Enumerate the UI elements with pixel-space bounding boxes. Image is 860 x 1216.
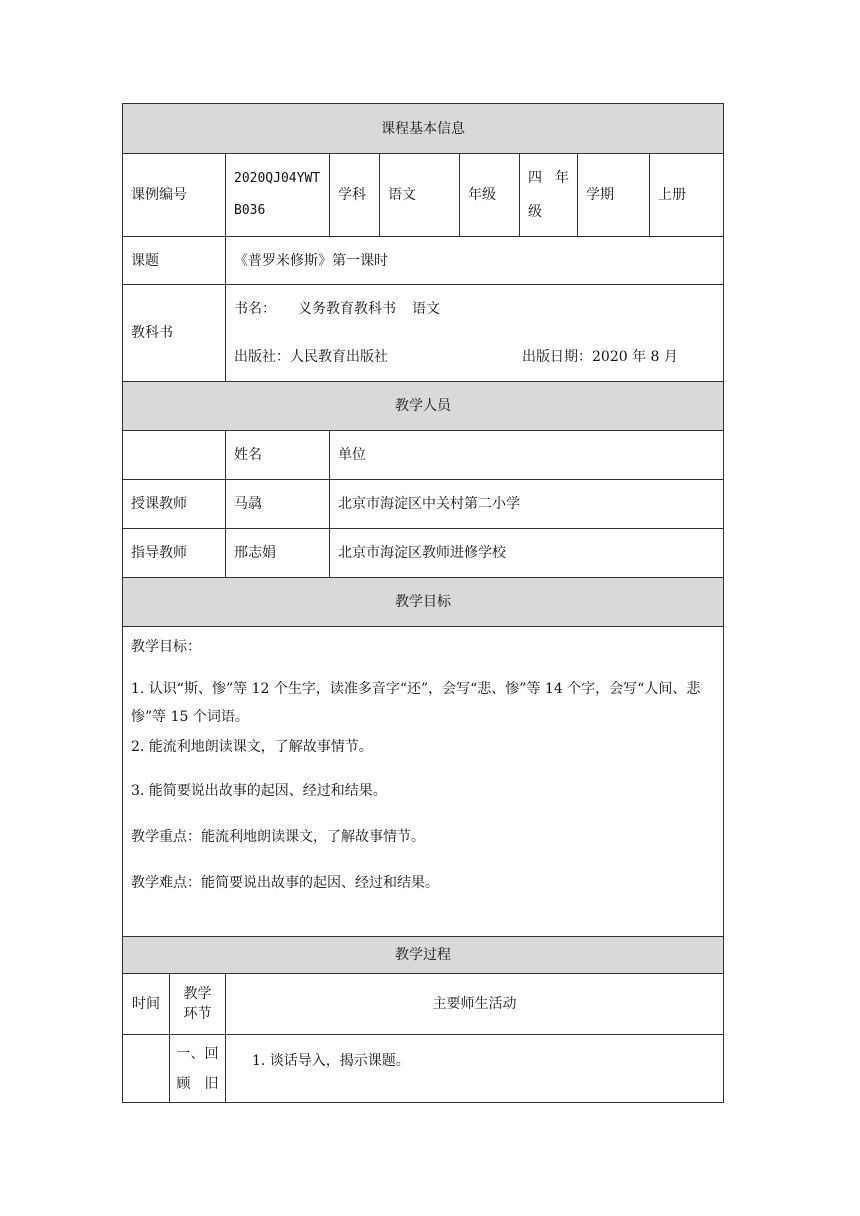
subject-value: 语文 — [380, 154, 460, 237]
staff-name: 邢志娟 — [226, 529, 330, 578]
staff-role: 指导教师 — [123, 529, 226, 578]
process-time-cell — [123, 1035, 170, 1103]
topic-label: 课题 — [123, 237, 226, 285]
textbook-label: 教科书 — [123, 285, 226, 382]
goals-heading: 教学目标： — [131, 639, 201, 655]
publisher-line: 出版社：人民教育出版社 出版日期：2020 年 8 月 — [234, 349, 678, 365]
staff-unit-header: 单位 — [330, 431, 724, 480]
section-teaching-staff: 教学人员 — [123, 382, 724, 431]
section-teaching-goals: 教学目标 — [123, 578, 724, 627]
process-table — [122, 973, 724, 1103]
staff-role: 授课教师 — [123, 480, 226, 529]
case-no-value: 2020QJ04YWT B036 — [226, 154, 330, 237]
staff-name-header: 姓名 — [226, 431, 330, 480]
goal-item: 2. 能流利地朗读课文，了解故事情节。 — [131, 739, 373, 755]
topic-value: 《普罗米修斯》第一课时 — [226, 237, 724, 285]
process-phase-header: 教学 环节 — [170, 974, 226, 1035]
subject-label: 学科 — [330, 154, 380, 237]
process-activity-header: 主要师生活动 — [226, 974, 724, 1035]
staff-header-empty — [123, 431, 226, 480]
grade-value: 四 年 级 — [520, 154, 578, 237]
staff-unit: 北京市海淀区教师进修学校 — [330, 529, 724, 578]
section-teaching-process: 教学过程 — [123, 937, 724, 974]
case-no-label: 课例编号 — [123, 154, 226, 237]
key-point: 教学重点：能流利地朗读课文，了解故事情节。 — [131, 829, 425, 845]
grade-label: 年级 — [460, 154, 520, 237]
staff-name: 马骉 — [226, 480, 330, 529]
section-basic-info: 课程基本信息 — [123, 104, 724, 154]
staff-unit: 北京市海淀区中关村第二小学 — [330, 480, 724, 529]
lesson-plan-document — [122, 103, 723, 1103]
process-time-header: 时间 — [123, 974, 170, 1035]
process-phase: 一、回 顾 旧 — [170, 1035, 226, 1103]
goal-item: 1. 认识“斯、惨”等 12 个生字，读准多音字“还”，会写“悲、惨”等 14 个字，会写“人间、悲惨”等 15 个词语。 — [131, 681, 701, 725]
lesson-plan-table — [122, 103, 724, 974]
term-value: 上册 — [650, 154, 724, 237]
book-name-line: 书名： 义务教育教科书 语文 — [234, 301, 440, 317]
term-label: 学期 — [578, 154, 650, 237]
process-activity: 1. 谈话导入，揭示课题。 — [226, 1035, 724, 1103]
goal-item: 3. 能简要说出故事的起因、经过和结果。 — [131, 783, 387, 799]
goals-content — [123, 627, 724, 937]
textbook-info — [226, 285, 724, 382]
difficulty: 教学难点：能简要说出故事的起因、经过和结果。 — [131, 875, 439, 891]
